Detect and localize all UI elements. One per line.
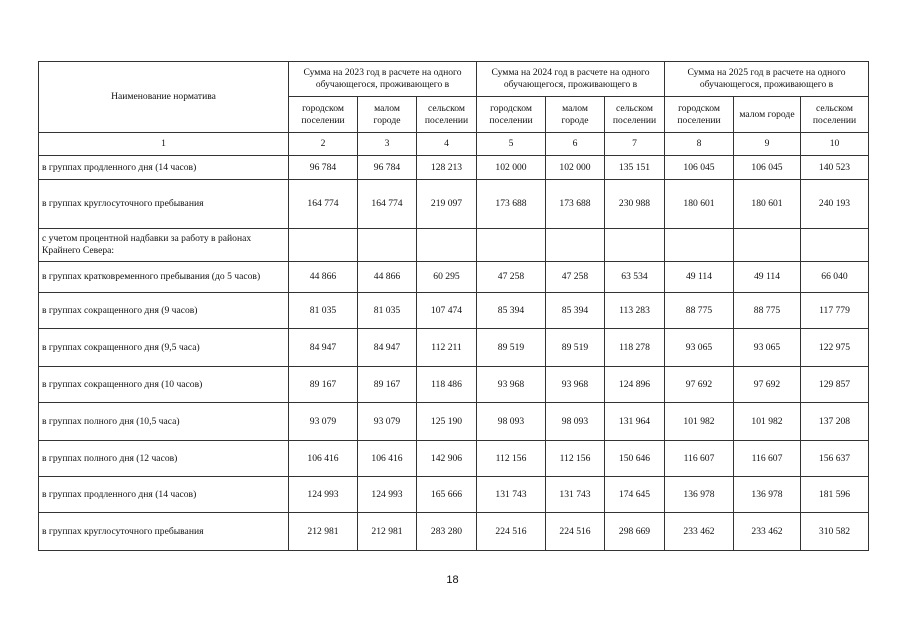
value-cell: 81 035 [358,293,417,329]
value-cell [801,229,869,262]
column-number: 1 [39,133,289,156]
value-cell: 81 035 [289,293,358,329]
value-cell: 164 774 [289,180,358,229]
column-number: 4 [417,133,477,156]
row-label: в группах сокращенного дня (10 часов) [39,367,289,403]
value-cell: 47 258 [546,262,605,293]
value-cell: 233 462 [734,513,801,551]
value-cell: 140 523 [801,156,869,180]
column-number: 2 [289,133,358,156]
value-cell: 98 093 [477,403,546,441]
value-cell: 85 394 [477,293,546,329]
value-cell [734,229,801,262]
value-cell: 240 193 [801,180,869,229]
value-cell: 106 416 [358,441,417,477]
header-sub: сельском поселении [417,97,477,133]
value-cell [289,229,358,262]
value-cell: 89 519 [546,329,605,367]
value-cell: 93 079 [358,403,417,441]
header-name-column: Наименование норматива [39,62,289,133]
value-cell: 181 596 [801,477,869,513]
column-number: 5 [477,133,546,156]
value-cell: 224 516 [477,513,546,551]
value-cell [358,229,417,262]
value-cell: 88 775 [734,293,801,329]
value-cell: 84 947 [289,329,358,367]
value-cell: 136 978 [734,477,801,513]
value-cell: 310 582 [801,513,869,551]
row-label: в группах полного дня (12 часов) [39,441,289,477]
table-header [39,62,869,156]
value-cell: 89 167 [289,367,358,403]
row-label: с учетом процентной надбавки за работу в районах Крайнего Севера: [39,229,289,262]
value-cell: 93 065 [734,329,801,367]
value-cell: 124 896 [605,367,665,403]
value-cell: 137 208 [801,403,869,441]
value-cell: 131 964 [605,403,665,441]
row-label: в группах круглосуточного пребывания [39,513,289,551]
header-sub: малом городе [734,97,801,133]
header-sub: малом городе [358,97,417,133]
column-number: 10 [801,133,869,156]
value-cell: 102 000 [477,156,546,180]
table-row [39,229,869,262]
table-row [39,262,869,293]
value-cell: 174 645 [605,477,665,513]
row-label: в группах полного дня (10,5 часа) [39,403,289,441]
header-sub: городском поселении [477,97,546,133]
column-number: 6 [546,133,605,156]
value-cell: 129 857 [801,367,869,403]
value-cell: 96 784 [289,156,358,180]
value-cell: 49 114 [665,262,734,293]
value-cell: 230 988 [605,180,665,229]
value-cell: 88 775 [665,293,734,329]
value-cell: 117 779 [801,293,869,329]
value-cell: 150 646 [605,441,665,477]
norms-table [38,61,869,551]
value-cell: 66 040 [801,262,869,293]
value-cell: 112 156 [477,441,546,477]
header-group-2024: Сумма на 2024 год в расчете на одного обучающегося, проживающего в [477,62,665,97]
column-number: 8 [665,133,734,156]
value-cell: 116 607 [734,441,801,477]
value-cell: 106 045 [665,156,734,180]
value-cell: 135 151 [605,156,665,180]
column-number: 9 [734,133,801,156]
table-row [39,156,869,180]
value-cell: 96 784 [358,156,417,180]
value-cell: 112 211 [417,329,477,367]
table-row [39,477,869,513]
value-cell: 97 692 [665,367,734,403]
table-body [39,156,869,551]
value-cell: 122 975 [801,329,869,367]
value-cell: 93 968 [477,367,546,403]
value-cell: 233 462 [665,513,734,551]
value-cell: 116 607 [665,441,734,477]
table-row [39,441,869,477]
value-cell: 85 394 [546,293,605,329]
row-label: в группах кратковременного пребывания (до 5 часов) [39,262,289,293]
header-group-2025: Сумма на 2025 год в расчете на одного обучающегося, проживающего в [665,62,869,97]
value-cell: 131 743 [546,477,605,513]
header-sub: городском поселении [289,97,358,133]
row-label: в группах круглосуточного пребывания [39,180,289,229]
value-cell: 44 866 [358,262,417,293]
value-cell: 60 295 [417,262,477,293]
value-cell: 118 486 [417,367,477,403]
header-sub: сельском поселении [801,97,869,133]
value-cell: 156 637 [801,441,869,477]
value-cell: 93 079 [289,403,358,441]
value-cell: 131 743 [477,477,546,513]
header-group-2023: Сумма на 2023 год в расчете на одного обучающегося, проживающего в [289,62,477,97]
value-cell: 89 519 [477,329,546,367]
value-cell: 212 981 [358,513,417,551]
column-number: 3 [358,133,417,156]
value-cell: 98 093 [546,403,605,441]
value-cell: 224 516 [546,513,605,551]
page-number: 18 [446,574,459,586]
value-cell: 93 968 [546,367,605,403]
value-cell: 124 993 [358,477,417,513]
value-cell: 128 213 [417,156,477,180]
value-cell: 49 114 [734,262,801,293]
value-cell: 118 278 [605,329,665,367]
value-cell: 47 258 [477,262,546,293]
value-cell: 180 601 [665,180,734,229]
value-cell: 219 097 [417,180,477,229]
value-cell: 112 156 [546,441,605,477]
value-cell: 84 947 [358,329,417,367]
table-row [39,367,869,403]
header-sub: малом городе [546,97,605,133]
value-cell: 125 190 [417,403,477,441]
value-cell: 107 474 [417,293,477,329]
value-cell: 164 774 [358,180,417,229]
value-cell: 173 688 [477,180,546,229]
value-cell: 283 280 [417,513,477,551]
value-cell: 136 978 [665,477,734,513]
table-row [39,329,869,367]
value-cell: 97 692 [734,367,801,403]
value-cell [665,229,734,262]
row-label: в группах сокращенного дня (9,5 часа) [39,329,289,367]
value-cell: 89 167 [358,367,417,403]
row-label: в группах продленного дня (14 часов) [39,156,289,180]
header-sub: городском поселении [665,97,734,133]
value-cell [546,229,605,262]
value-cell: 165 666 [417,477,477,513]
table-row [39,180,869,229]
header-sub: сельском поселении [605,97,665,133]
table-row [39,403,869,441]
value-cell: 212 981 [289,513,358,551]
value-cell: 93 065 [665,329,734,367]
value-cell: 173 688 [546,180,605,229]
value-cell: 124 993 [289,477,358,513]
value-cell [477,229,546,262]
row-label: в группах сокращенного дня (9 часов) [39,293,289,329]
column-number: 7 [605,133,665,156]
table-row [39,293,869,329]
value-cell [605,229,665,262]
value-cell: 106 416 [289,441,358,477]
value-cell: 142 906 [417,441,477,477]
value-cell [417,229,477,262]
value-cell: 44 866 [289,262,358,293]
row-label: в группах продленного дня (14 часов) [39,477,289,513]
value-cell: 101 982 [665,403,734,441]
value-cell: 298 669 [605,513,665,551]
value-cell: 63 534 [605,262,665,293]
value-cell: 101 982 [734,403,801,441]
value-cell: 106 045 [734,156,801,180]
table-row [39,513,869,551]
value-cell: 180 601 [734,180,801,229]
value-cell: 102 000 [546,156,605,180]
value-cell: 113 283 [605,293,665,329]
